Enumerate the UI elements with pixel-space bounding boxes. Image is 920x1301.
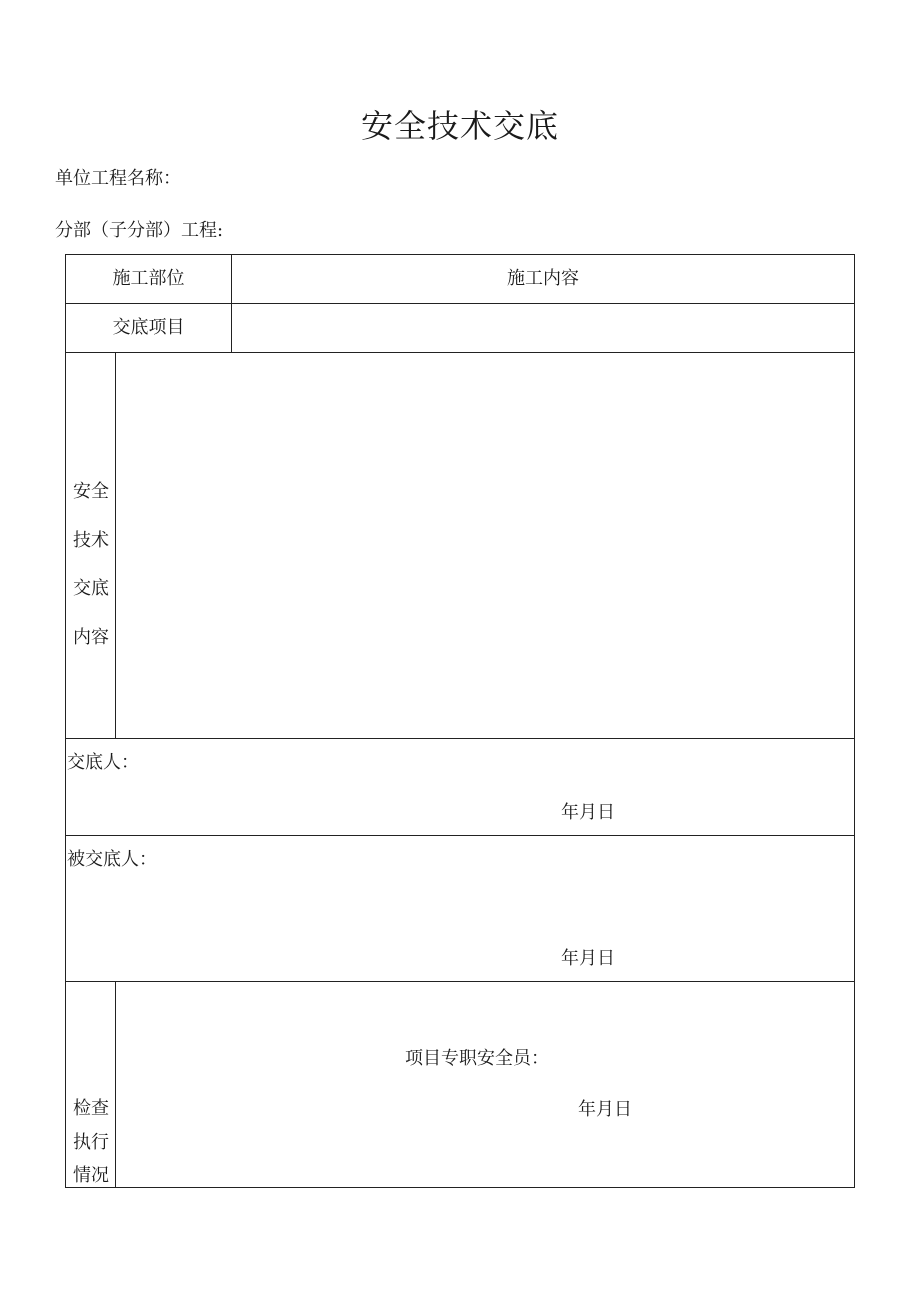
table-divider: [65, 981, 855, 982]
recipient-date-label: 年月日: [561, 948, 615, 969]
table-divider: [65, 835, 855, 836]
recipient-label: 被交底人：: [67, 849, 157, 870]
label-line: 执行: [73, 1131, 109, 1153]
safety-content-field[interactable]: [116, 353, 854, 738]
inspection-label: [66, 1092, 116, 1193]
sub-project-label: 分部（子分部）工程:: [55, 220, 224, 241]
label-line: 交底: [73, 578, 109, 599]
handover-item-label: 交底项目: [112, 317, 185, 338]
handover-person-label: 交底人：: [67, 752, 139, 773]
table-divider: [65, 738, 855, 739]
label-line: 情况: [73, 1165, 109, 1186]
page-title: 安全技术交底: [360, 107, 559, 145]
label-line: 内容: [73, 626, 109, 648]
unit-project-name-label: 单位工程名称：: [55, 168, 181, 189]
officer-date-label: 年月日: [578, 1099, 632, 1120]
construction-part-label: 施工部位: [112, 268, 185, 289]
table-border-bottom: [65, 1187, 855, 1188]
label-line: 安全: [73, 481, 109, 502]
safety-officer-label: 项目专职安全员：: [405, 1048, 549, 1069]
label-line: 检查: [73, 1098, 109, 1119]
handover-item-field[interactable]: [232, 304, 854, 352]
table-border-top: [65, 254, 855, 255]
handover-date-label: 年月日: [561, 802, 615, 823]
safety-content-label: [66, 468, 116, 662]
table-border-left: [65, 254, 66, 1188]
label-line: 技术: [73, 529, 109, 551]
construction-content-label: 施工内容: [507, 268, 579, 289]
table-border-right: [854, 254, 855, 1188]
